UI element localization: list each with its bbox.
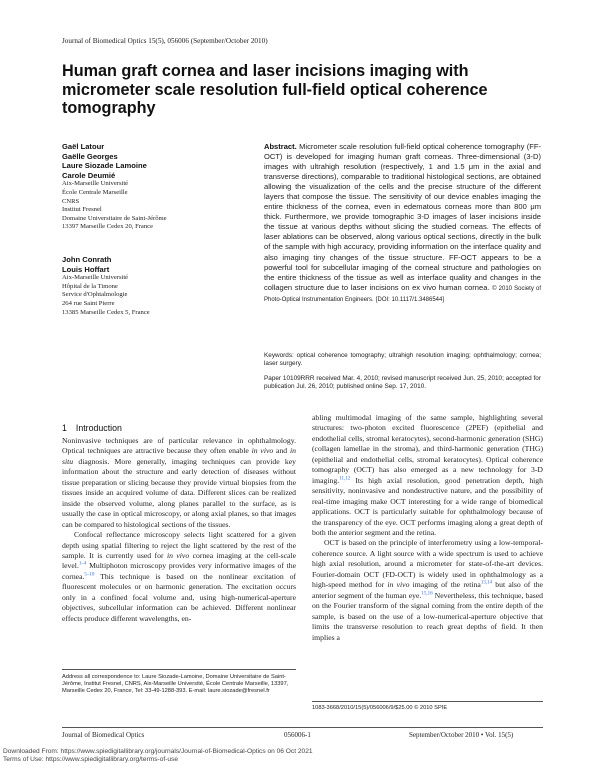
text-column-right (312, 413, 543, 643)
citation-ref[interactable]: 13,14 (480, 580, 493, 586)
affiliation-line: 13385 Marseille Cedex 5, France (62, 308, 150, 316)
keywords-label: Keywords: (264, 352, 294, 359)
journal-header: Journal of Biomedical Optics 15(5), 056006 (September/October 2010) (62, 37, 268, 45)
correspondence-footnote: Address all correspondence to: Laure Siozade-Lamoine, Domaine Universitaire de Saint-Jérôme, Institut Fresnel, CNRS, Aix-Marseille Université, École Centrale Marseille, 13397, Marseille Cedex 20, France, Tel: 33-49-1288-393. E-mail: laure.siozade@fresnel.fr (62, 674, 289, 695)
terms-line: Terms of Use: https://www.spiedigitallibrary.org/terms-of-use (3, 755, 179, 763)
author-name: John Conrath (62, 255, 112, 264)
affiliation-line: Aix-Marseille Université (62, 180, 129, 188)
author-name: Gaël Latour (62, 142, 105, 151)
section-heading (62, 423, 122, 433)
affiliation-line: Hôpital de la Timone (62, 282, 118, 290)
paragraph: abling multimodal imaging of the same sample, highlighting several structures: two-photon excited fluorescence (2PEF) (epithelial and endothelial cells, stromal keratocytes), second-harmonic generation (SHG) (collagen lamellae in the stroma), and third-harmonic generation (THG) (epithelial and endothelial cells, stromal keratocytes). Optical coherence tomography (OCT) has also emerged as a new technology for 3-D imaging.$^{11,12}$ Its high axial resolution, good penetration depth, high sensitivity, noninvasive and nondestructive nature, and the possibility of real-time imaging make OCT interesting for a wide range of biomedical applications. OCT is particularly suitable for ophthalmology because of the transparency of the eye. OCT performs imaging along a great depth of both the anterior segment and the retina. (312, 413, 543, 537)
affiliation-line: Institut Fresnel (62, 206, 102, 214)
author-block-2 (62, 255, 252, 317)
affiliation-line: Aix-Marseille Université (62, 274, 129, 282)
footer-rule (62, 727, 543, 728)
footnote-rule (62, 669, 296, 670)
author-name: Laure Siozade Lamoine (62, 161, 147, 171)
affiliation-line: 264 rue Saint Pierre (62, 299, 115, 307)
paper-history: Paper 10109RRR received Mar. 4, 2010; revised manuscript received Jun. 25, 2010; accepted for publication Jul. 26, 2010; published online Sep. 17, 2010. (264, 375, 541, 391)
affiliation-line: Service d'Ophtalmologie (62, 291, 128, 299)
affiliation-line: CNRS (62, 197, 80, 205)
abstract (264, 142, 541, 305)
citation-ref[interactable]: 15,16 (421, 591, 433, 597)
author-block-1 (62, 142, 252, 232)
article-title: Human graft cornea and laser incisions imaging with micrometer scale resolution full-field optical coherence tomography (62, 62, 488, 117)
keywords-text: optical coherence tomography; ultrahigh resolution imaging; ophthalmology; cornea; laser surgery. (264, 352, 542, 368)
abstract-doi: [DOI: 10.1117/1.3486544] (375, 296, 445, 303)
citation-ref[interactable]: 11,12 (339, 476, 351, 482)
keywords (264, 352, 541, 368)
affiliation-line: Domaine Universitaire de Saint-Jérôme (62, 214, 167, 222)
footer-page-id: 056006-1 (284, 731, 311, 739)
issn-line: 1083-3668/2010/15(5)/056006/9/$25.00 © 2010 SPIE (312, 705, 448, 711)
paragraph: OCT is based on the principle of interferometry using a low-temporal-coherence source. A light source with a wide spectrum is used to achieve high axial resolution, around a micrometer for state-of-the-art devices. Fourier-domain OCT (FD-OCT) is widely used in ophthalmology as a high-speed method for in vivo imaging of the retina$^{13,14}$ but also of the anterior segment of the human eye.$^{15,16}$ Nevertheless, this technique, based on the Fourier transform of the signal coming from the entire depth of the sample, is based on the use of a low-numerical-aperture objective that limits the transverse resolution to reach great depths of field. It then implies a (312, 538, 543, 642)
text-column-left (62, 436, 296, 624)
section-title: Introduction (75, 423, 122, 433)
abstract-copyright: © 2010 Society of Photo-Optical Instrumentation Engineers. (264, 285, 541, 303)
footer-issue: September/October 2010 • Vol. 15(5) (409, 731, 514, 739)
author-name: Carole Deumié (62, 170, 116, 180)
abstract-text: Micrometer scale resolution full-field optical coherence tomography (FF-OCT) is developed for imaging human graft corneas. Three-dimensional (3-D) images with ultrahigh resolution (respectively, 1 and 1.5 μm in the axial and transverse directions), comparable to traditional histological sections, are obtained allowing the visualization of the cells and the precise structure of the different layers that compose the tissue. The sensitivity of our device enables imaging the entire thickness of the cornea, even in edematous corneas more than 800 μm thick. Furthermore, we provide tomographic 3-D images of laser incisions inside the tissue at various depths without slicing the studied corneas. The effects of laser ablations can be observed, along various optical sections, directly in the bulk of the sample with high accuracy, providing information on the interface quality and also imaging tiny changes of the tissue structure. FF-OCT appears to be a powerful tool for subcellular imaging of the corneal structure and pathologies on the entire thickness of the tissue as well as interface quality and changes in the collagen structure due to laser incisions on ex vivo human cornea. (264, 142, 541, 292)
author-name: Louis Hoffart (62, 264, 110, 274)
footer-journal: Journal of Biomedical Optics (62, 731, 145, 739)
affiliation-line: École Centrale Marseille (62, 188, 128, 196)
download-stamp (3, 748, 313, 764)
section-number: 1 (62, 423, 67, 433)
citation-ref[interactable]: 1–4 (78, 561, 87, 567)
affiliation-line: 13397 Marseille Cedex 20, France (62, 223, 154, 231)
citation-ref[interactable]: 5–10 (84, 572, 95, 578)
issn-rule (312, 701, 543, 702)
author-name: Gaëlle Georges (62, 151, 118, 161)
download-line: Downloaded From: https://www.spiedigitallibrary.org/journals/Journal-of-Biomedical-Optics on 06 Oct 2021 (3, 748, 313, 755)
paragraph: Noninvasive techniques are of particular relevance in ophthalmology. Optical techniques are attractive because they often enable in vivo and in situ diagnosis. More generally, imaging techniques can provide key information about the structure and early detection of diseases without tissue preparation or slicing because they provide virtual biopsies from the tissues inside an acquired volume of data. Different slices can be realized inside the observed volume, along planes parallel to the surface, as is usually the case in optical microscopy, or along axial planes, so that images can be compared to histological sections of the tissues. (62, 436, 296, 529)
paragraph: Confocal reflectance microscopy selects light scattered for a given depth using spatial filtering to reject the light scattered by the rest of the sample. It is currently used for in vivo cornea imaging at the cell-scale level.$^{1-4}$ Multiphoton microscopy provides very informative images of the cornea.$^{5-10}$ This technique is based on the nonlinear excitation of fluorescent molecules or on harmonic generation. The excitation occurs only in a confined focal volume and, using high-numerical-aperture objectives, subcellular information can be achieved. Different nonlinear effects produce different wavelengths, en- (62, 530, 297, 623)
abstract-label: Abstract. (264, 142, 297, 151)
